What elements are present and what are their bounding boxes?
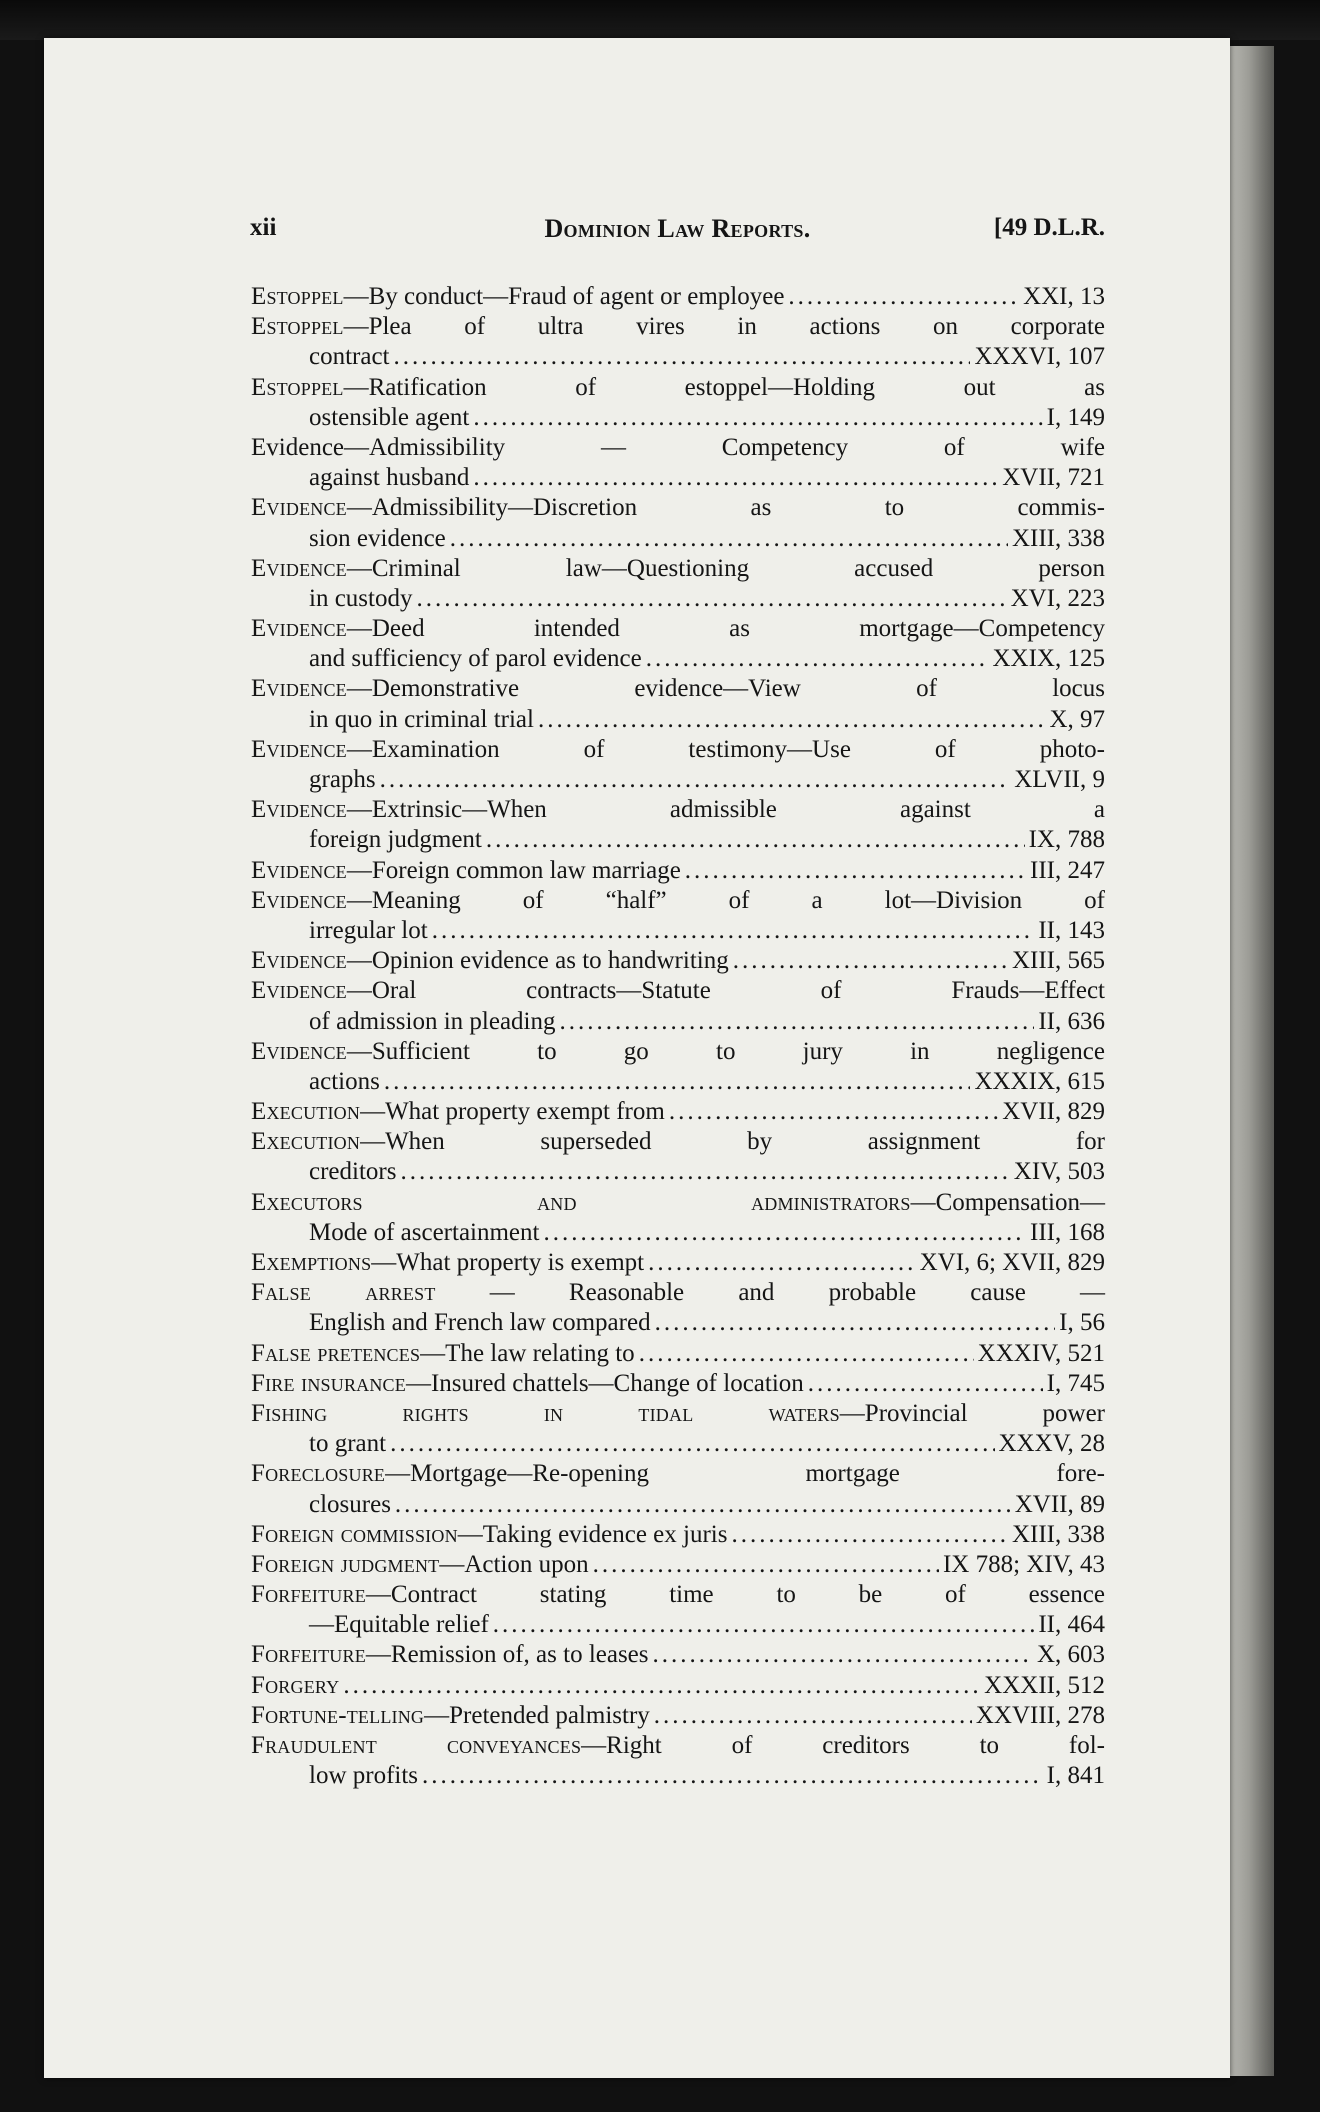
- index-entry: [251, 1399, 1105, 1459]
- volume-page-ref: X, 603: [1036, 1641, 1105, 1669]
- entry-text: [309, 342, 390, 372]
- entry-subject: —Ratification of estoppel—Holding out as: [343, 373, 1105, 401]
- dot-leader: [450, 524, 1008, 554]
- entry-subject: ostensible agent: [309, 403, 470, 431]
- entry-heading: Fortune-telling: [251, 1701, 425, 1729]
- entry-line: [251, 886, 1105, 916]
- entry-text: [251, 856, 681, 886]
- entry-line: [251, 554, 1105, 584]
- entry-subject: foreign judgment: [309, 826, 482, 854]
- entry-subject: graphs: [309, 766, 376, 793]
- dot-leader: [384, 1067, 971, 1097]
- entry-heading: Evidence: [251, 856, 347, 884]
- entry-line: [251, 614, 1105, 644]
- entry-line: [251, 282, 1105, 312]
- entry-text: [251, 373, 1105, 403]
- entry-line: [251, 856, 1105, 886]
- entry-subject: —Oral contracts—Statute of Frauds—Effect: [346, 977, 1105, 1005]
- entry-text: [309, 1308, 651, 1338]
- entry-text: [309, 403, 469, 433]
- entry-heading: Evidence: [251, 735, 347, 763]
- entry-line: [251, 1550, 1105, 1580]
- entry-heading: Evidence: [251, 977, 347, 1005]
- entry-subject: low profits: [309, 1762, 419, 1790]
- entry-line: [251, 1701, 1105, 1731]
- entry-text: [251, 886, 1105, 916]
- entry-text: [251, 1520, 727, 1550]
- index-entry: [251, 795, 1105, 855]
- entry-text: [309, 1490, 391, 1520]
- entry-text: [251, 1671, 339, 1701]
- entry-line: [251, 1369, 1105, 1399]
- index-entry: [251, 493, 1105, 553]
- entry-text: [251, 1701, 650, 1731]
- entry-line: [251, 1339, 1105, 1369]
- entry-subject: —Sufficient to go to jury in negligence: [346, 1037, 1105, 1065]
- entry-text: [309, 1067, 380, 1097]
- entry-subject: —Criminal law—Questioning accused person: [346, 554, 1105, 582]
- entry-heading: Execution: [251, 1128, 361, 1156]
- entry-text: [251, 1248, 644, 1278]
- entry-subject: in custody: [309, 584, 413, 612]
- entry-text: [251, 1278, 1105, 1308]
- entry-text: [251, 1731, 1105, 1761]
- volume-page-ref: IX, 788: [1028, 826, 1105, 854]
- entry-subject: —Plea of ultra vires in actions on corporate: [343, 313, 1105, 341]
- dot-leader: [390, 1429, 994, 1459]
- entry-text: [251, 1097, 665, 1127]
- dot-leader: [473, 463, 998, 493]
- index-entry: [251, 282, 1105, 312]
- entry-heading: Evidence: [251, 494, 347, 522]
- entry-line: [251, 1157, 1105, 1187]
- entry-subject: in quo in criminal trial: [309, 705, 534, 733]
- running-title: Dominion Law Reports.: [544, 214, 811, 243]
- entry-heading: Evidence: [251, 1037, 347, 1065]
- entry-text: [309, 644, 642, 674]
- entry-line: [251, 1248, 1105, 1278]
- index-entry: [251, 1550, 1105, 1580]
- index-entry: [251, 735, 1105, 795]
- entry-line: [251, 1640, 1105, 1670]
- entry-text: [251, 795, 1105, 825]
- entry-line: [251, 1278, 1105, 1308]
- entry-line: [251, 825, 1105, 855]
- entry-heading: Evidence: [251, 947, 347, 975]
- entry-subject: —Extrinsic—When admissible against a: [346, 796, 1105, 824]
- volume-page-ref: II, 636: [1038, 1007, 1105, 1035]
- volume-page-ref: II, 143: [1038, 916, 1105, 944]
- entry-text: [251, 735, 1105, 765]
- entry-text: [251, 1188, 1105, 1218]
- entry-line: [251, 463, 1105, 493]
- entry-heading: Estoppel: [251, 313, 344, 341]
- entry-subject: —Insured chattels—Change of location: [405, 1369, 804, 1397]
- index-entry: [251, 674, 1105, 734]
- entry-text: [251, 1369, 804, 1399]
- dot-leader: [653, 1640, 1033, 1670]
- entry-heading: Fire insurance: [251, 1369, 406, 1397]
- index-entry: [251, 1127, 1105, 1187]
- entry-line: [251, 735, 1105, 765]
- index-entry: [251, 312, 1105, 372]
- entry-text: [251, 1459, 1105, 1489]
- entry-line: [251, 644, 1105, 674]
- volume-page-ref: XVI, 6; XVII, 829: [919, 1249, 1105, 1276]
- entry-text: [309, 1157, 396, 1187]
- entry-heading: Forfeiture: [251, 1581, 366, 1609]
- dot-leader: [654, 1701, 972, 1731]
- entry-subject: Mode of ascertainment: [309, 1218, 540, 1246]
- entry-subject: —Remission of, as to leases: [365, 1641, 649, 1669]
- entry-text: [309, 765, 376, 795]
- volume-page-ref: I, 745: [1046, 1369, 1105, 1397]
- dot-leader: [422, 1761, 1043, 1791]
- entry-heading: Forfeiture: [251, 1641, 366, 1669]
- entry-subject: —Opinion evidence as to handwriting: [346, 947, 729, 975]
- index-entry: [251, 614, 1105, 674]
- entry-text: [251, 493, 1105, 523]
- volume-page-ref: XXXIV, 521: [977, 1339, 1105, 1367]
- entry-line: [251, 584, 1105, 614]
- index-entry: [251, 1188, 1105, 1248]
- entry-line: [251, 1731, 1105, 1761]
- entry-line: [251, 1399, 1105, 1429]
- entry-heading: False pretences: [251, 1339, 421, 1367]
- entry-subject: —The law relating to: [420, 1339, 635, 1367]
- dot-leader: [788, 282, 1019, 312]
- volume-page-ref: X, 97: [1049, 705, 1105, 733]
- dot-leader: [395, 1490, 1011, 1520]
- entry-subject: —Pretended palmistry: [424, 1701, 650, 1729]
- index-entry: [251, 1097, 1105, 1127]
- index-entry: [251, 1731, 1105, 1791]
- dot-leader: [648, 1248, 915, 1278]
- entry-line: [251, 1610, 1105, 1640]
- volume-page-ref: XXVIII, 278: [975, 1701, 1105, 1729]
- entry-heading: Estoppel: [251, 283, 344, 310]
- volume-page-ref: XVI, 223: [1010, 584, 1105, 612]
- entry-line: [251, 1308, 1105, 1338]
- entry-text: [251, 1640, 649, 1670]
- entry-heading: Evidence: [251, 796, 347, 824]
- entry-line: [251, 524, 1105, 554]
- entry-heading: Foreclosure: [251, 1460, 386, 1488]
- volume-page-ref: XXXVI, 107: [974, 343, 1105, 371]
- entry-subject: and sufficiency of parol evidence: [309, 645, 642, 673]
- entry-line: [251, 674, 1105, 704]
- volume-page-ref: XXXV, 28: [998, 1430, 1105, 1458]
- entry-subject: —Taking evidence ex juris: [457, 1520, 728, 1548]
- entry-line: [251, 1127, 1105, 1157]
- entry-text: [251, 614, 1105, 644]
- volume-page-ref: III, 247: [1030, 856, 1105, 884]
- entry-subject: closures: [309, 1490, 391, 1518]
- entry-text: [251, 282, 784, 312]
- volume-page-ref: XIII, 338: [1011, 1520, 1105, 1548]
- dot-leader: [343, 1671, 980, 1701]
- entry-line: [251, 1067, 1105, 1097]
- entry-text: [309, 916, 428, 946]
- entry-heading: Exemptions: [251, 1249, 372, 1276]
- entry-subject: —Compensation—: [910, 1188, 1105, 1216]
- entry-line: [251, 1218, 1105, 1248]
- index-entry: [251, 1339, 1105, 1369]
- entry-subject: English and French law compared: [309, 1309, 651, 1337]
- volume-reference: [49 D.L.R.: [993, 214, 1105, 241]
- index-entry: [251, 1248, 1105, 1278]
- index-entry: [251, 433, 1105, 493]
- entry-subject: —Provincial power: [839, 1399, 1106, 1427]
- index-entries: [251, 282, 1105, 1791]
- entry-subject: —Foreign common law marriage: [346, 856, 681, 884]
- dot-leader: [473, 403, 1042, 433]
- index-entry: [251, 373, 1105, 433]
- dot-leader: [808, 1369, 1043, 1399]
- index-entry: [251, 946, 1105, 976]
- entry-text: [251, 433, 1105, 463]
- entry-subject: —Demonstrative evidence—View of locus: [346, 675, 1105, 703]
- entry-line: [251, 1520, 1105, 1550]
- entry-heading: Evidence: [251, 554, 347, 582]
- entry-line: [251, 705, 1105, 735]
- entry-subject: —By conduct—Fraud of agent or employee: [343, 283, 785, 310]
- index-entry: [251, 976, 1105, 1036]
- entry-text: [251, 674, 1105, 704]
- volume-page-ref: XIII, 338: [1011, 524, 1105, 552]
- entry-line: [251, 1490, 1105, 1520]
- entry-line: [251, 1007, 1105, 1037]
- entry-text: [251, 946, 729, 976]
- dot-leader: [538, 705, 1045, 735]
- dot-leader: [593, 1550, 939, 1580]
- entry-heading: Fishing rights in tidal waters: [251, 1399, 840, 1427]
- entry-text: [309, 1610, 489, 1640]
- dot-leader: [733, 946, 1008, 976]
- entry-line: [251, 976, 1105, 1006]
- entry-subject: —Admissibility—Discretion as to commis-: [346, 494, 1105, 522]
- entry-subject: actions: [309, 1067, 380, 1095]
- entry-text: [309, 584, 412, 614]
- index-entry: [251, 1671, 1105, 1701]
- entry-heading: False arrest: [251, 1279, 436, 1307]
- entry-line: [251, 1429, 1105, 1459]
- entry-subject: of admission in pleading: [309, 1007, 556, 1035]
- entry-line: [251, 765, 1105, 795]
- volume-page-ref: XXXIX, 615: [974, 1067, 1105, 1095]
- scan-background: [0, 0, 1320, 40]
- entry-subject: irregular lot: [309, 916, 428, 944]
- entry-heading: Evidence: [251, 886, 347, 914]
- entry-subject: contract: [309, 343, 390, 371]
- volume-page-ref: I, 149: [1046, 403, 1105, 431]
- entry-line: [251, 1459, 1105, 1489]
- entry-subject: —Examination of testimony—Use of photo-: [346, 735, 1105, 763]
- entry-text: [309, 463, 469, 493]
- entry-text: [251, 1127, 1105, 1157]
- entry-text: [251, 976, 1105, 1006]
- dot-leader: [685, 856, 1026, 886]
- index-entry: [251, 1459, 1105, 1519]
- entry-text: [251, 312, 1105, 342]
- index-entry: [251, 554, 1105, 614]
- dot-leader: [543, 1218, 1026, 1248]
- entry-line: [251, 493, 1105, 523]
- entry-subject: Evidence—Admissibility — Competency of wife: [251, 433, 1105, 461]
- entry-subject: creditors: [309, 1158, 397, 1186]
- entry-subject: —What property exempt from: [360, 1098, 665, 1126]
- entry-text: [309, 524, 446, 554]
- page-folio: xii: [250, 214, 277, 241]
- entry-subject: —Deed intended as mortgage—Competency: [346, 615, 1105, 643]
- volume-page-ref: XVII, 721: [1002, 464, 1105, 492]
- entry-heading: Evidence: [251, 615, 347, 643]
- entry-text: [309, 1761, 418, 1791]
- entry-text: [251, 1580, 1105, 1610]
- index-entry: [251, 1701, 1105, 1731]
- index-entry: [251, 1520, 1105, 1550]
- entry-line: [251, 1097, 1105, 1127]
- dot-leader: [493, 1610, 1035, 1640]
- volume-page-ref: I, 56: [1059, 1309, 1105, 1337]
- entry-line: [251, 1580, 1105, 1610]
- index-entry: [251, 856, 1105, 886]
- index-entry: [251, 1037, 1105, 1097]
- entry-subject: —When superseded by assignment for: [360, 1128, 1105, 1156]
- volume-page-ref: XVII, 89: [1014, 1490, 1105, 1518]
- volume-page-ref: XXI, 13: [1023, 283, 1105, 310]
- volume-page-ref: XLVII, 9: [1014, 766, 1105, 793]
- entry-heading: Executors and administrators: [251, 1188, 911, 1216]
- entry-subject: —Equitable relief: [309, 1611, 489, 1639]
- entry-heading: Estoppel: [251, 373, 344, 401]
- entry-subject: —Contract stating time to be of essence: [365, 1581, 1105, 1609]
- index-entry: [251, 1580, 1105, 1640]
- entry-text: [309, 1429, 386, 1459]
- entry-line: [251, 312, 1105, 342]
- index-entry: [251, 1640, 1105, 1670]
- entry-text: [309, 705, 534, 735]
- volume-page-ref: IX 788; XIV, 43: [942, 1550, 1105, 1578]
- entry-heading: Fraudulent conveyances: [251, 1732, 582, 1759]
- entry-subject: against husband: [309, 464, 470, 492]
- volume-page-ref: II, 464: [1038, 1611, 1105, 1639]
- entry-heading: Foreign commission: [251, 1520, 458, 1548]
- dot-leader: [560, 1007, 1035, 1037]
- entry-line: [251, 795, 1105, 825]
- entry-subject: —What property is exempt: [371, 1249, 645, 1276]
- volume-page-ref: XXXII, 512: [984, 1671, 1105, 1699]
- dot-leader: [655, 1308, 1056, 1338]
- entry-line: [251, 1188, 1105, 1218]
- entry-subject: to grant: [309, 1430, 387, 1458]
- entry-subject: —Action upon: [439, 1550, 589, 1578]
- dot-leader: [416, 584, 1006, 614]
- entry-line: [251, 1037, 1105, 1067]
- volume-page-ref: XXIX, 125: [992, 645, 1105, 673]
- dot-leader: [639, 1339, 974, 1369]
- entry-subject: —Mortgage—Re-opening mortgage fore-: [385, 1460, 1105, 1488]
- entry-text: [251, 1550, 589, 1580]
- volume-page-ref: XIV, 503: [1013, 1158, 1105, 1186]
- entry-line: [251, 946, 1105, 976]
- entry-text: [251, 1037, 1105, 1067]
- entry-line: [251, 403, 1105, 433]
- page-header: [250, 214, 1105, 254]
- entry-text: [251, 1399, 1105, 1429]
- entry-text: [309, 825, 482, 855]
- dot-leader: [646, 644, 989, 674]
- dot-leader: [486, 825, 1025, 855]
- entry-line: [251, 342, 1105, 372]
- volume-page-ref: XVII, 829: [1002, 1098, 1105, 1126]
- entry-subject: sion evidence: [309, 524, 446, 552]
- entry-heading: Evidence: [251, 675, 347, 703]
- dot-leader: [669, 1097, 998, 1127]
- volume-page-ref: I, 841: [1046, 1762, 1105, 1790]
- entry-heading: Forgery: [251, 1671, 340, 1699]
- dot-leader: [432, 916, 1035, 946]
- index-entry: [251, 886, 1105, 946]
- entry-subject: — Reasonable and probable cause —: [435, 1279, 1105, 1307]
- volume-page-ref: III, 168: [1030, 1218, 1105, 1246]
- entry-line: [251, 1761, 1105, 1791]
- index-entry: [251, 1278, 1105, 1338]
- entry-line: [251, 433, 1105, 463]
- dot-leader: [380, 765, 1011, 795]
- dot-leader: [394, 342, 971, 372]
- entry-subject: —Right of creditors to fol-: [581, 1732, 1105, 1759]
- volume-page-ref: XIII, 565: [1011, 947, 1105, 975]
- entry-line: [251, 916, 1105, 946]
- entry-text: [251, 554, 1105, 584]
- entry-line: [251, 1671, 1105, 1701]
- entry-line: [251, 373, 1105, 403]
- entry-heading: Execution: [251, 1098, 361, 1126]
- entry-subject: —Meaning of “half” of a lot—Division of: [346, 886, 1105, 914]
- entry-heading: Foreign judgment: [251, 1550, 440, 1578]
- entry-text: [251, 1339, 635, 1369]
- entry-text: [309, 1218, 539, 1248]
- index-entry: [251, 1369, 1105, 1399]
- dot-leader: [400, 1157, 1009, 1187]
- entry-text: [309, 1007, 556, 1037]
- dot-leader: [731, 1520, 1007, 1550]
